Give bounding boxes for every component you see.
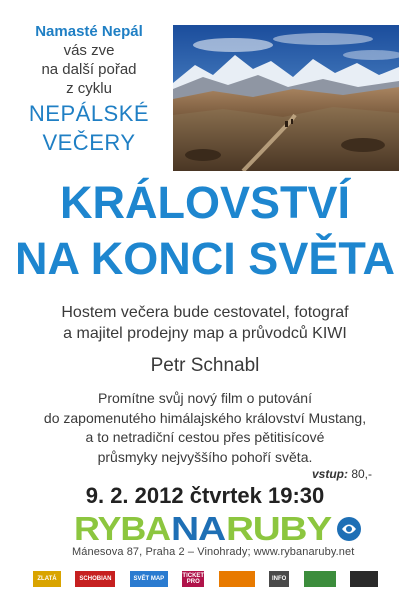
sponsor-logo: TICKET PRO xyxy=(182,573,205,585)
intro-line-2: na další pořad xyxy=(41,61,137,78)
swirl-icon xyxy=(337,517,361,541)
series-name-line-1: NEPÁLSKÉ xyxy=(28,101,150,126)
sponsor-logo: INFO xyxy=(269,571,289,587)
host-text xyxy=(0,302,410,344)
host-line-1: Hostem večera bude cestovatel, fotograf xyxy=(61,304,349,321)
description-line-3: a to netradiční cestou přes pětitisícové xyxy=(85,429,325,445)
entry-fee xyxy=(312,467,372,481)
sponsor-logo xyxy=(350,571,378,587)
entry-fee-value: 80,- xyxy=(351,467,372,481)
sponsor-logo: SCHOBIAN xyxy=(75,571,115,587)
title-line-1: KRÁLOVSTVÍ xyxy=(59,177,351,228)
description-line-4: průsmyky nejvyššího pohoří světa. xyxy=(97,448,313,465)
event-date: 9. 2. 2012 čtvrtek 19:30 xyxy=(85,483,325,508)
entry-fee-label: vstup: xyxy=(311,467,348,481)
venue-address: Mánesova 87, Praha 2 – Vinohrady; www.rybanaruby.net xyxy=(72,546,355,558)
sponsor-logo: ZLATÁ xyxy=(33,571,61,587)
description-line-2: do zapomenutého himálajského království Mustang, xyxy=(43,409,367,426)
landscape-photo xyxy=(173,25,399,171)
mountain-landscape-image xyxy=(173,25,399,171)
description-line-1: Promítne svůj nový film o putování xyxy=(98,390,312,406)
guest-name: Petr Schnabl xyxy=(150,355,260,376)
title-line-2: NA KONCI SVĚTA xyxy=(14,233,396,284)
sponsor-logo xyxy=(219,571,255,587)
svg-text:RYBA: RYBA xyxy=(74,512,171,546)
svg-text:NA: NA xyxy=(171,512,226,546)
intro-line-1: vás zve xyxy=(63,42,115,59)
description xyxy=(0,389,410,467)
rybanaruby-logo xyxy=(74,512,364,546)
series-name-line-2: VEČERY xyxy=(42,130,136,155)
sponsor-logo xyxy=(304,571,336,587)
intro-line-3: z cyklu xyxy=(66,80,112,97)
sponsor-logo: SVĚT MAP xyxy=(130,571,168,587)
host-line-2: a majitel prodejny map a průvodců KIWI xyxy=(63,325,347,342)
sponsor-logos xyxy=(33,568,378,590)
venue-logo xyxy=(74,512,364,546)
organizer-name: Namasté Nepál xyxy=(35,23,143,40)
intro-block xyxy=(14,22,164,156)
svg-text:RUBY: RUBY xyxy=(226,512,333,546)
